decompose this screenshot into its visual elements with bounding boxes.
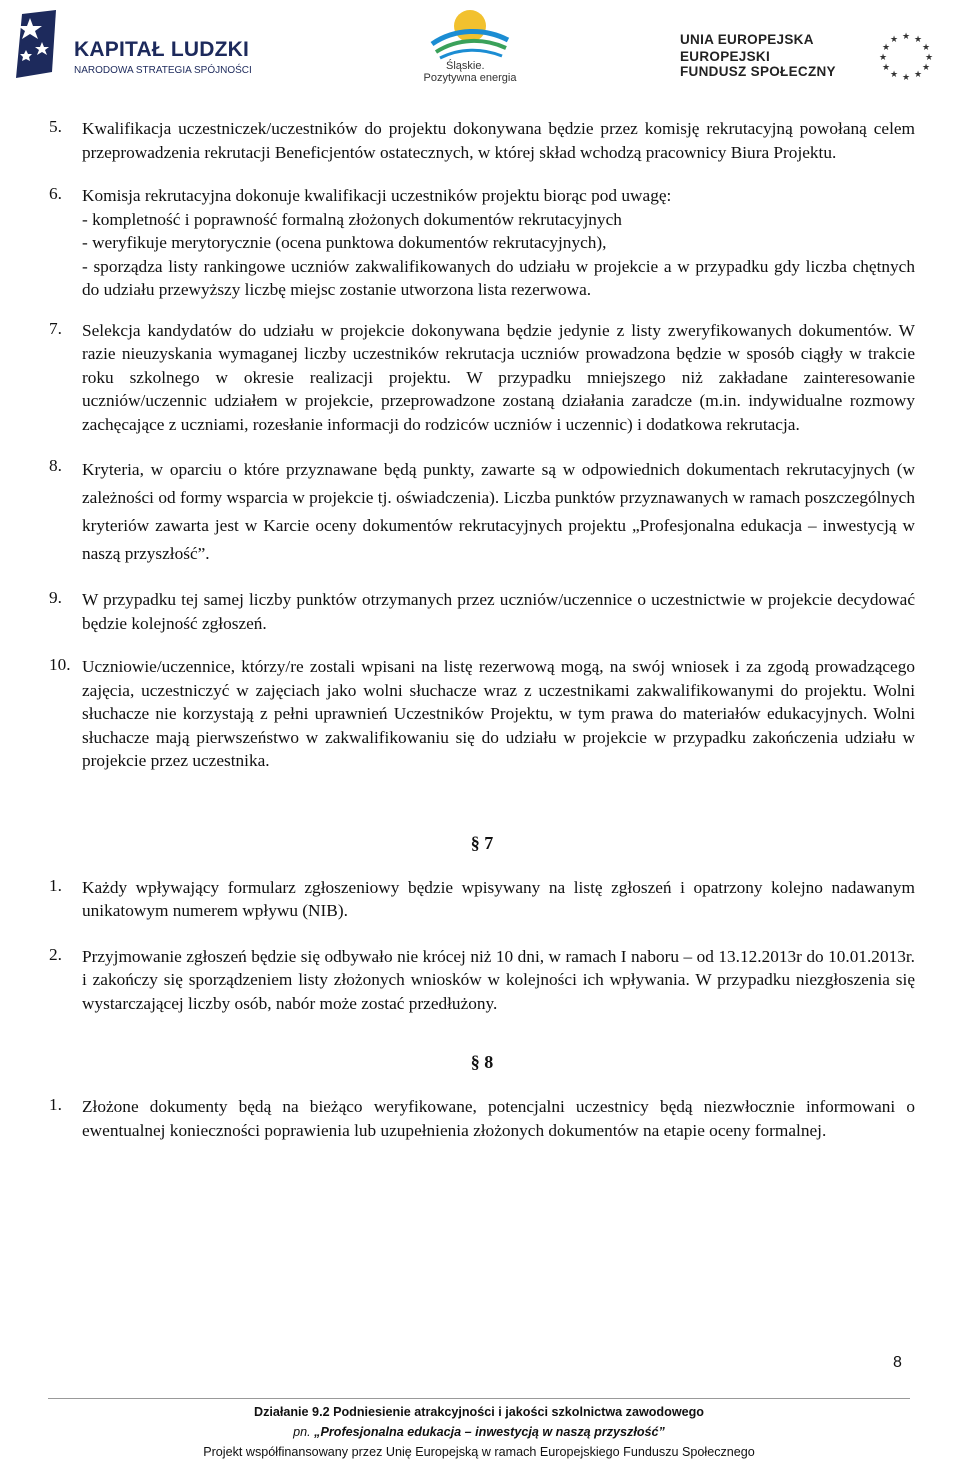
item-number: 2.	[49, 944, 62, 964]
list-section-8	[49, 1095, 915, 1142]
section-7-heading: § 7	[470, 832, 494, 853]
item-number: 1.	[49, 875, 62, 895]
page-header	[0, 0, 960, 90]
svg-text:★: ★	[925, 53, 934, 63]
footer-title: „Profesjonalna edukacja – inwestycją w naszą przyszłość”	[314, 1425, 665, 1439]
list-item	[49, 456, 915, 568]
item-text	[82, 1095, 915, 1142]
item-text	[82, 945, 915, 1016]
item-line: - sporządza listy rankingowe uczniów zakwalifikowanych do udziału w projekcie a w przypadku gdy liczba chętnych do udziału przewyższy liczbę miejsc zostanie utworzona lista rezerwowa.	[82, 256, 915, 299]
item-number: 10.	[49, 655, 71, 674]
item-text	[82, 319, 915, 437]
footer-cofinancing: Projekt współfinansowany przez Unię Europejską w ramach Europejskiego Funduszu Społecznego	[203, 1445, 755, 1459]
svg-text:★: ★	[882, 63, 891, 73]
item-text	[82, 655, 915, 773]
list-regulations	[49, 117, 915, 773]
item-line: Przyjmowanie zgłoszeń będzie się odbywało nie krócej niż 10 dni, w ramach I naboru – od 13.12.2013r do 10.01.2013r. i zakończy się sporządzeniem listy złożonych wniosków w kolejności ich wpływania. W przypadku niezgłoszenia się wystarczającej liczby osób, nabór może zostać przedłużony.	[82, 946, 915, 1013]
item-text	[82, 588, 915, 635]
slaskie-sun-icon	[410, 6, 530, 60]
list-item	[49, 319, 915, 437]
item-number: 7.	[49, 318, 62, 338]
kapital-ludzki-logo	[12, 8, 252, 80]
eu-line-1: UNIA EUROPEJSKA	[680, 32, 814, 47]
document-body	[49, 117, 915, 1142]
svg-text:★: ★	[914, 70, 923, 80]
item-line: W przypadku tej samej liczby punktów otrzymanych przez uczniów/uczennice o uczestnictwie w projekcie decydować będzie kolejność zgłoszeń.	[82, 590, 915, 633]
item-number: 6.	[49, 184, 62, 203]
item-line: - kompletność i poprawność formalną złożonych dokumentów rekrutacyjnych	[82, 209, 622, 229]
slaskie-name: Śląskie.	[446, 60, 485, 72]
svg-text:★: ★	[879, 53, 888, 63]
item-line: Kwalifikacja uczestniczek/uczestników do projektu dokonywana będzie przez komisję rekrutacyjną powołaną celem przeprowadzenia rekrutacji Beneficjentów ostatecznych, w której skład wchodzą pracownicy Biura Projektu.	[82, 119, 915, 162]
item-line: Selekcja kandydatów do udziału w projekcie dokonywana będzie jedynie z listy zweryfikowanych dokumentów. W razie nieuzyskania wymaganej liczby uczestników rekrutacja uczniów prowadzona będzie w sposób ciągły w trakcie roku szkolnego w okresie realizacji projektu. W przypadku mniejszego niż zakładane zainteresowanie uczniów/uczennic udziałem w projekcie, przeprowadzone zostaną działania zaradcze (m.in. indywidualne rozmowy zachęcające z uczniami, rozesłanie informacji do rodziców uczniów i uczennic) i dodatkowa rekrutacja.	[82, 320, 915, 434]
item-number: 5.	[49, 117, 62, 136]
svg-text:★: ★	[890, 35, 899, 45]
item-number: 1.	[49, 1095, 62, 1114]
svg-text:★: ★	[882, 43, 891, 53]
kapital-ludzki-subtitle: NARODOWA STRATEGIA SPÓJNOŚCI	[74, 65, 252, 76]
section-8-heading: § 8	[470, 1052, 494, 1072]
slaskie-tagline: Pozytywna energia	[423, 72, 517, 84]
eu-line-3: FUNDUSZ SPOŁECZNY	[680, 64, 836, 79]
page-footer	[48, 1398, 910, 1462]
eu-logo	[672, 26, 952, 86]
list-item	[49, 588, 915, 635]
item-number: 9.	[49, 588, 62, 607]
svg-text:★: ★	[914, 35, 923, 45]
eu-line-2: EUROPEJSKI	[680, 49, 771, 64]
footer-project-title	[48, 1422, 910, 1442]
footer-action: Działanie 9.2 Podniesienie atrakcyjności i jakości szkolnictwa zawodowego	[253, 1405, 705, 1419]
item-line: - weryfikuje merytorycznie (ocena punktowa dokumentów rekrutacyjnych),	[82, 233, 607, 252]
svg-text:★: ★	[902, 73, 911, 80]
item-text	[82, 117, 915, 164]
svg-text:★: ★	[922, 43, 931, 53]
item-text	[82, 184, 915, 302]
svg-text:★: ★	[922, 63, 931, 73]
kapital-ludzki-emblem-icon	[12, 8, 60, 80]
list-item	[49, 876, 915, 923]
item-text	[82, 456, 915, 568]
kapital-ludzki-title: KAPITAŁ LUDZKI	[74, 38, 250, 61]
list-section-7	[49, 876, 915, 1016]
list-item	[49, 655, 915, 773]
list-item	[49, 117, 915, 164]
item-number: 8.	[49, 456, 62, 475]
item-line: Złożone dokumenty będą na bieżąco weryfikowane, potencjalni uczestnicy będą niezwłocznie informowani o ewentualnej konieczności poprawienia lub uzupełnienia złożonych dokumentów na etapie oceny formalnej.	[82, 1097, 915, 1140]
item-line: Komisja rekrutacyjna dokonuje kwalifikacji uczestników projektu biorąc pod uwagę:	[82, 186, 672, 205]
page-number: 8	[893, 1354, 902, 1371]
svg-text:★: ★	[890, 70, 899, 80]
list-item	[49, 184, 915, 302]
footer-prefix: pn.	[293, 1425, 311, 1439]
slaskie-logo	[410, 6, 550, 84]
item-line: Kryteria, w oparciu o które przyznawane będą punkty, zawarte są w odpowiednich dokumentach rekrutacyjnych (w zależności od formy wsparcia w projekcie tj. oświadczenia). Liczba punktów przyznawanych w ramach poszczególnych kryteriów zawarta jest w Karcie oceny dokumentów rekrutacyjnych projektu „Profesjonalna edukacja – inwestycją w naszą przyszłość”.	[82, 460, 915, 563]
svg-text:★: ★	[902, 32, 911, 42]
item-line: Każdy wpływający formularz zgłoszeniowy będzie wpisywany na listę zgłoszeń i opatrzony kolejno nadawanym unikatowym numerem wpływu (NIB).	[82, 877, 915, 920]
list-item	[49, 1095, 915, 1142]
eu-stars-icon	[864, 30, 948, 80]
list-item	[49, 945, 915, 1016]
item-text	[82, 876, 915, 923]
item-line: Uczniowie/uczennice, którzy/re zostali wpisani na listę rezerwową mogą, na swój wniosek i za zgodą prowadzącego zajęcia, uczestniczyć w zajęciach jako wolni słuchacze wraz z uczestnikami zakwalifikowanymi do projektu. Wolni słuchacze nie korzystają z pełni uprawnień Uczestników Projektu, w tym prawa do materiałów edukacyjnych. Wolni słuchacze mają pierwszeństwo w zakwalifikowaniu się do udziału w projekcie w przypadku zakończenia udziału w projekcie przez uczestnika.	[82, 657, 915, 770]
